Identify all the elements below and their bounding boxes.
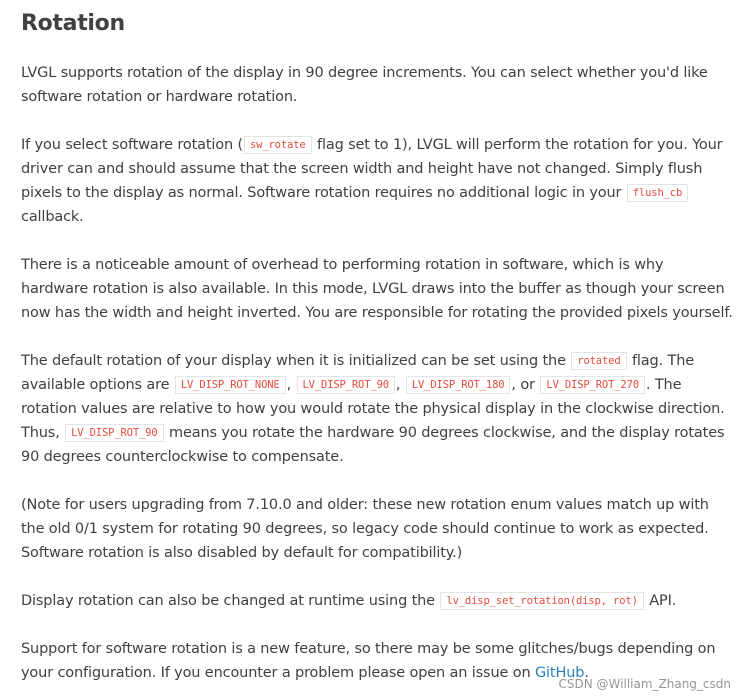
doc-section [21, 0, 733, 685]
paragraph-hardware-rotation [21, 253, 733, 325]
text: (Note for users upgrading from 7.10.0 and older: these new rotation enum values match up with the old 0/1 system for rotating 90 degrees, so legacy code should continue to work as expected. Software rotation is also disabled by default for compatibility.) [21, 497, 709, 561]
paragraph-upgrade-note [21, 493, 733, 565]
section-title: Rotation [21, 11, 125, 36]
text: There is a noticeable amount of overhead to performing rotation in software, which is why hardware rotation is also available. In this mode, LVGL draws into the buffer as though your screen now has the width and height inverted. You are responsible for rotating the provided pixels yourself. [21, 257, 733, 321]
csdn-watermark: CSDN @William_Zhang_csdn [558, 677, 731, 691]
text: API. [644, 593, 677, 609]
inline-code-set-rotation: lv_disp_set_rotation(disp, rot) [440, 592, 643, 610]
text: Display rotation can also be changed at runtime using the [21, 593, 440, 609]
text: , or [511, 377, 540, 393]
paragraph-default-rotation [21, 349, 733, 469]
text: . [584, 665, 589, 681]
inline-code-rot-270: LV_DISP_ROT_270 [540, 376, 645, 394]
paragraph-runtime-rotation [21, 589, 733, 613]
inline-code-sw-rotate: sw_rotate [244, 136, 312, 154]
text: , [395, 377, 405, 393]
text: . The rotation values are relative to how you would rotate the physical display in the clockwise direction. Thus, [21, 377, 725, 441]
paragraph-intro [21, 61, 733, 109]
inline-code-rot-90: LV_DISP_ROT_90 [297, 376, 395, 394]
github-link[interactable]: GitHub [534, 665, 585, 681]
text: Support for software rotation is a new feature, so there may be some glitches/bugs depending on your configuration. If you encounter a problem please open an issue on [21, 641, 716, 681]
inline-code-rot-90-example: LV_DISP_ROT_90 [65, 424, 163, 442]
inline-code-flush-cb: flush_cb [627, 184, 688, 202]
text: flag. The available options are [21, 353, 695, 393]
paragraph-software-rotation [21, 133, 733, 229]
text: means you rotate the hardware 90 degrees clockwise, and the display rotates 90 degrees counterclockwise to compensate. [21, 425, 725, 465]
inline-code-rot-180: LV_DISP_ROT_180 [406, 376, 511, 394]
text: callback. [21, 209, 84, 225]
text: If you select software rotation ( [21, 137, 243, 153]
text: The default rotation of your display when it is initialized can be set using the [21, 353, 571, 369]
text: flag set to 1), LVGL will perform the rotation for you. Your driver can and should assume that the screen width and height have not changed. Simply flush pixels to the display as normal. Software rotation requires no additional logic in your [21, 137, 723, 201]
inline-code-rotated: rotated [571, 352, 626, 370]
inline-code-rot-none: LV_DISP_ROT_NONE [175, 376, 286, 394]
text: , [286, 377, 296, 393]
text: LVGL supports rotation of the display in 90 degree increments. You can select whether you'd like software rotation or hardware rotation. [21, 65, 708, 105]
